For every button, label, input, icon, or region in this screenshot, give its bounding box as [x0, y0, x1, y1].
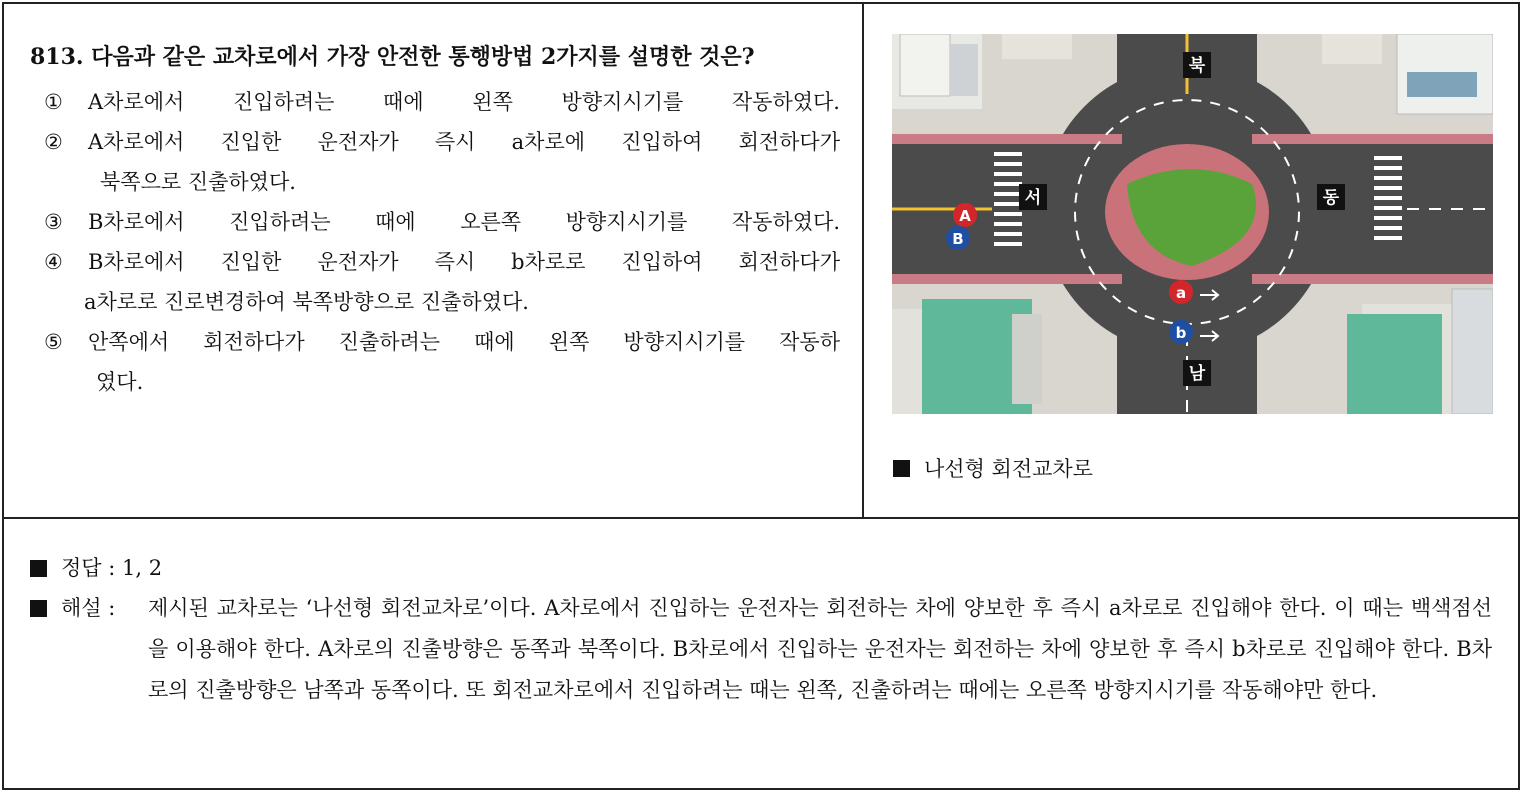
svg-text:서: 서: [1024, 188, 1042, 208]
lane-marker-A: [953, 203, 977, 227]
svg-text:북: 북: [1188, 56, 1206, 76]
square-bullet-icon: [30, 560, 47, 577]
option-text-cont: 였다.: [96, 370, 144, 394]
option-text-cont: a차로로 진로변경하여 북쪽방향으로 진출하였다.: [84, 290, 529, 314]
answer-value: 1, 2: [122, 556, 163, 580]
question-title: 813. 다음과 같은 교차로에서 가장 안전한 통행방법 2가지를 설명한 것은?: [30, 44, 755, 70]
explanation-header: [30, 588, 115, 629]
option-2: [30, 122, 840, 202]
option-1: [30, 82, 840, 122]
option-text: 안쪽에서 회전하다가 진출하려는 때에 왼쪽 방향지시기를 작동하: [88, 330, 840, 354]
svg-text:B: B: [952, 230, 964, 248]
row-divider: [2, 517, 1520, 519]
explanation-block: [30, 588, 1492, 711]
dir-label-south: [1183, 360, 1211, 386]
option-text: A차로에서 진입한 운전자가 즉시 a차로에 진입하여 회전하다가: [88, 130, 840, 154]
dir-label-west: [1019, 184, 1047, 210]
dir-label-east: [1317, 184, 1345, 210]
svg-text:A: A: [959, 207, 971, 225]
option-5: [30, 322, 840, 402]
answer-line: [30, 548, 162, 588]
svg-text:a: a: [1175, 284, 1187, 302]
question-block: [30, 38, 840, 402]
square-bullet-icon: [893, 460, 910, 477]
option-number: ②: [44, 130, 63, 154]
option-number: ④: [44, 250, 63, 274]
option-4: [30, 242, 840, 322]
figure-caption: [893, 453, 1093, 483]
building-se: [1347, 289, 1493, 414]
lane-marker-B: [946, 226, 970, 250]
svg-text:남: 남: [1188, 364, 1206, 384]
column-divider: [862, 2, 864, 518]
option-number: ⑤: [44, 330, 63, 354]
answer-label: 정답 :: [61, 556, 122, 580]
svg-text:b: b: [1175, 324, 1187, 342]
option-number: ③: [44, 210, 63, 234]
option-number: ①: [44, 90, 63, 114]
explanation-label: 해설 :: [61, 596, 116, 620]
option-text: B차로에서 진입하려는 때에 오른쪽 방향지시기를 작동하였다.: [88, 210, 840, 234]
building-sw: [892, 299, 1042, 414]
dir-label-north: [1183, 52, 1211, 78]
svg-text:동: 동: [1322, 188, 1340, 208]
square-bullet-icon: [30, 600, 47, 617]
option-text: A차로에서 진입하려는 때에 왼쪽 방향지시기를 작동하였다.: [88, 90, 840, 114]
caption-text: 나선형 회전교차로: [924, 457, 1093, 481]
roundabout-illustration: [892, 34, 1493, 414]
option-list: [30, 82, 840, 402]
explanation-text: 제시된 교차로는 ‘나선형 회전교차로’이다. A차로에서 진입하는 운전자는 회전하는 차에 양보한 후 즉시 a차로로 진입해야 한다. 이 때는 백색점선을 이용해야 한다. A차로의 진출방향은 동쪽과 북쪽이다. B차로에서 진입하는 운전자는 회전하는 차에 양보한 후 즉시 b차로로 진입해야 한다. B차로의 진출방향은 남쪽과 동쪽이다. 또 회전교차로에서 진입하려는 때는 왼쪽, 진출하려는 때에는 오른쪽 방향지시기를 작동해야만 한다.: [148, 596, 1492, 702]
option-text-cont: 북쪽으로 진출하였다.: [100, 170, 296, 194]
option-3: [30, 202, 840, 242]
option-text: B차로에서 진입한 운전자가 즉시 b차로로 진입하여 회전하다가: [88, 250, 840, 274]
